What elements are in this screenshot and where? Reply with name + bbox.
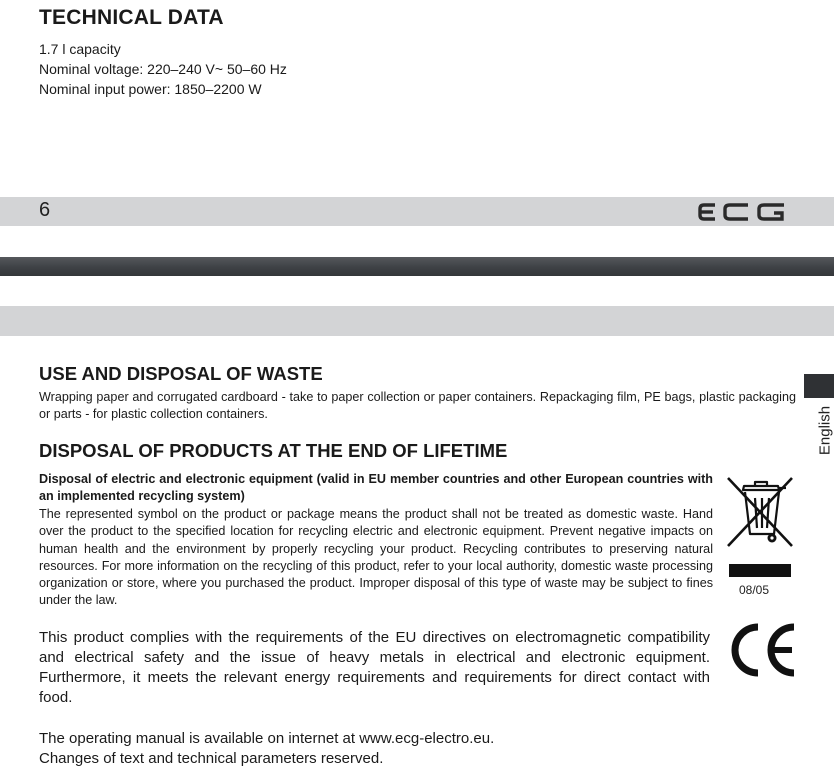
weee-date-code: 08/05 bbox=[739, 583, 770, 597]
language-tab-marker bbox=[804, 374, 834, 398]
technical-data-title: TECHNICAL DATA bbox=[39, 6, 224, 29]
page-number: 6 bbox=[39, 199, 51, 221]
spec-voltage: Nominal voltage: 220–240 V~ 50–60 Hz bbox=[39, 61, 287, 77]
language-tab-label: English bbox=[816, 405, 834, 456]
waste-section-text: Wrapping paper and corrugated cardboard - take to paper collection or paper containers. Repackaging film, PE bags, plastic packaging or parts - for plastic collection containers. bbox=[39, 390, 796, 421]
disposal-subtitle: Disposal of electric and electronic equipment (valid in EU member countries and other European countries with an implemented recycling system) bbox=[39, 472, 713, 503]
page-header-band bbox=[0, 306, 834, 336]
technical-data-list bbox=[39, 39, 287, 99]
ce-mark-icon bbox=[726, 624, 798, 676]
crossed-out-wheelie-bin-icon bbox=[724, 472, 796, 552]
weee-black-bar bbox=[729, 564, 791, 577]
changes-reserved-line: Changes of text and technical parameters reserved. bbox=[39, 750, 384, 767]
disposal-section-title: DISPOSAL OF PRODUCTS AT THE END OF LIFETIME bbox=[39, 440, 508, 461]
manual-info bbox=[39, 729, 494, 769]
spec-power: Nominal input power: 1850–2200 W bbox=[39, 81, 262, 97]
ecg-logo bbox=[698, 203, 786, 221]
disposal-text: The represented symbol on the product or package means the product shall not be treated as domestic waste. Hand over the product to the specified location for recycling electric and electronic equipment. Prevent negative impacts on human health and the environment by properly recycling your product. Recycling contributes to preserving natural resources. For more information on the recycling of this product, refer to your local authority, domestic waste processing organization or store, where you purchased the product. Improper disposal of this type of waste may be subject to fines under the law. bbox=[39, 507, 713, 608]
compliance-text: This product complies with the requirements of the EU directives on electromagnetic compatibility and electrical safety and the issue of heavy metals in electrical and electronic equipment. Furthermore, it meets the relevant energy requirements and requirements for direct contact with food. bbox=[39, 629, 710, 706]
manual-url-line: The operating manual is available on internet at www.ecg-electro.eu. bbox=[39, 730, 495, 747]
page-separator-band bbox=[0, 257, 834, 276]
spec-capacity: 1.7 l capacity bbox=[39, 41, 121, 57]
waste-section-title: USE AND DISPOSAL OF WASTE bbox=[39, 363, 323, 384]
